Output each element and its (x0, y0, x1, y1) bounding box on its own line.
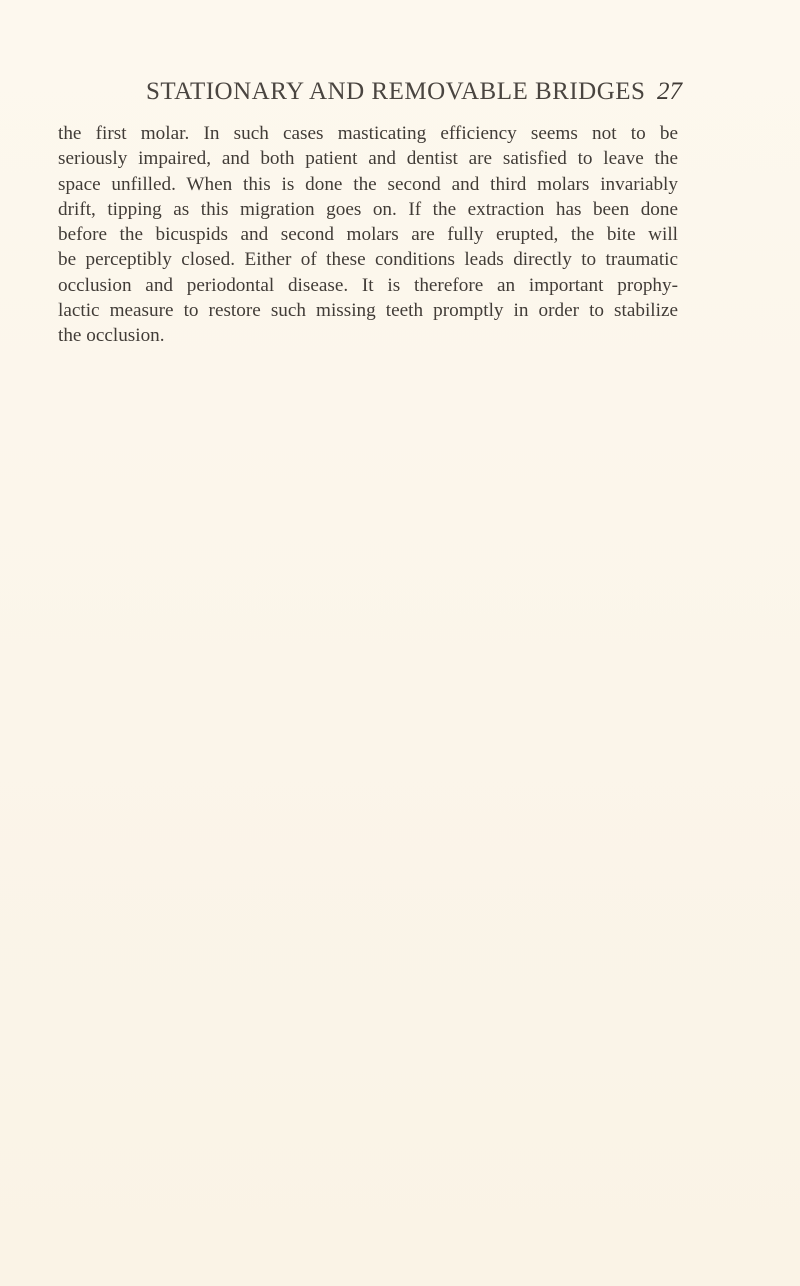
text-line: space unfilled. When this is done the second and third molars invariably (58, 173, 678, 195)
text-line: drift, tipping as this migration goes on. If the extraction has been done (58, 198, 678, 220)
text-line: occlusion and periodontal disease. It is therefore an important prophy- (58, 274, 678, 296)
text-line: lactic measure to restore such missing teeth promptly in order to stabilize (58, 300, 678, 322)
text-line: before the bicuspids and second molars are fully erupted, the bite will (58, 224, 678, 246)
text-line: the first molar. In such cases masticating efficiency seems not to be (58, 123, 678, 144)
text-line: the occlusion. (58, 325, 165, 347)
body-paragraph (58, 121, 678, 349)
text-line: be perceptibly closed. Either of these conditions leads directly to traumatic (58, 249, 678, 271)
running-head (146, 74, 686, 110)
text-line: seriously impaired, and both patient and dentist are satisfied to leave the (58, 148, 678, 170)
running-title: STATIONARY AND REMOVABLE BRIDGES (146, 78, 646, 105)
page-number: 27 (657, 78, 682, 105)
